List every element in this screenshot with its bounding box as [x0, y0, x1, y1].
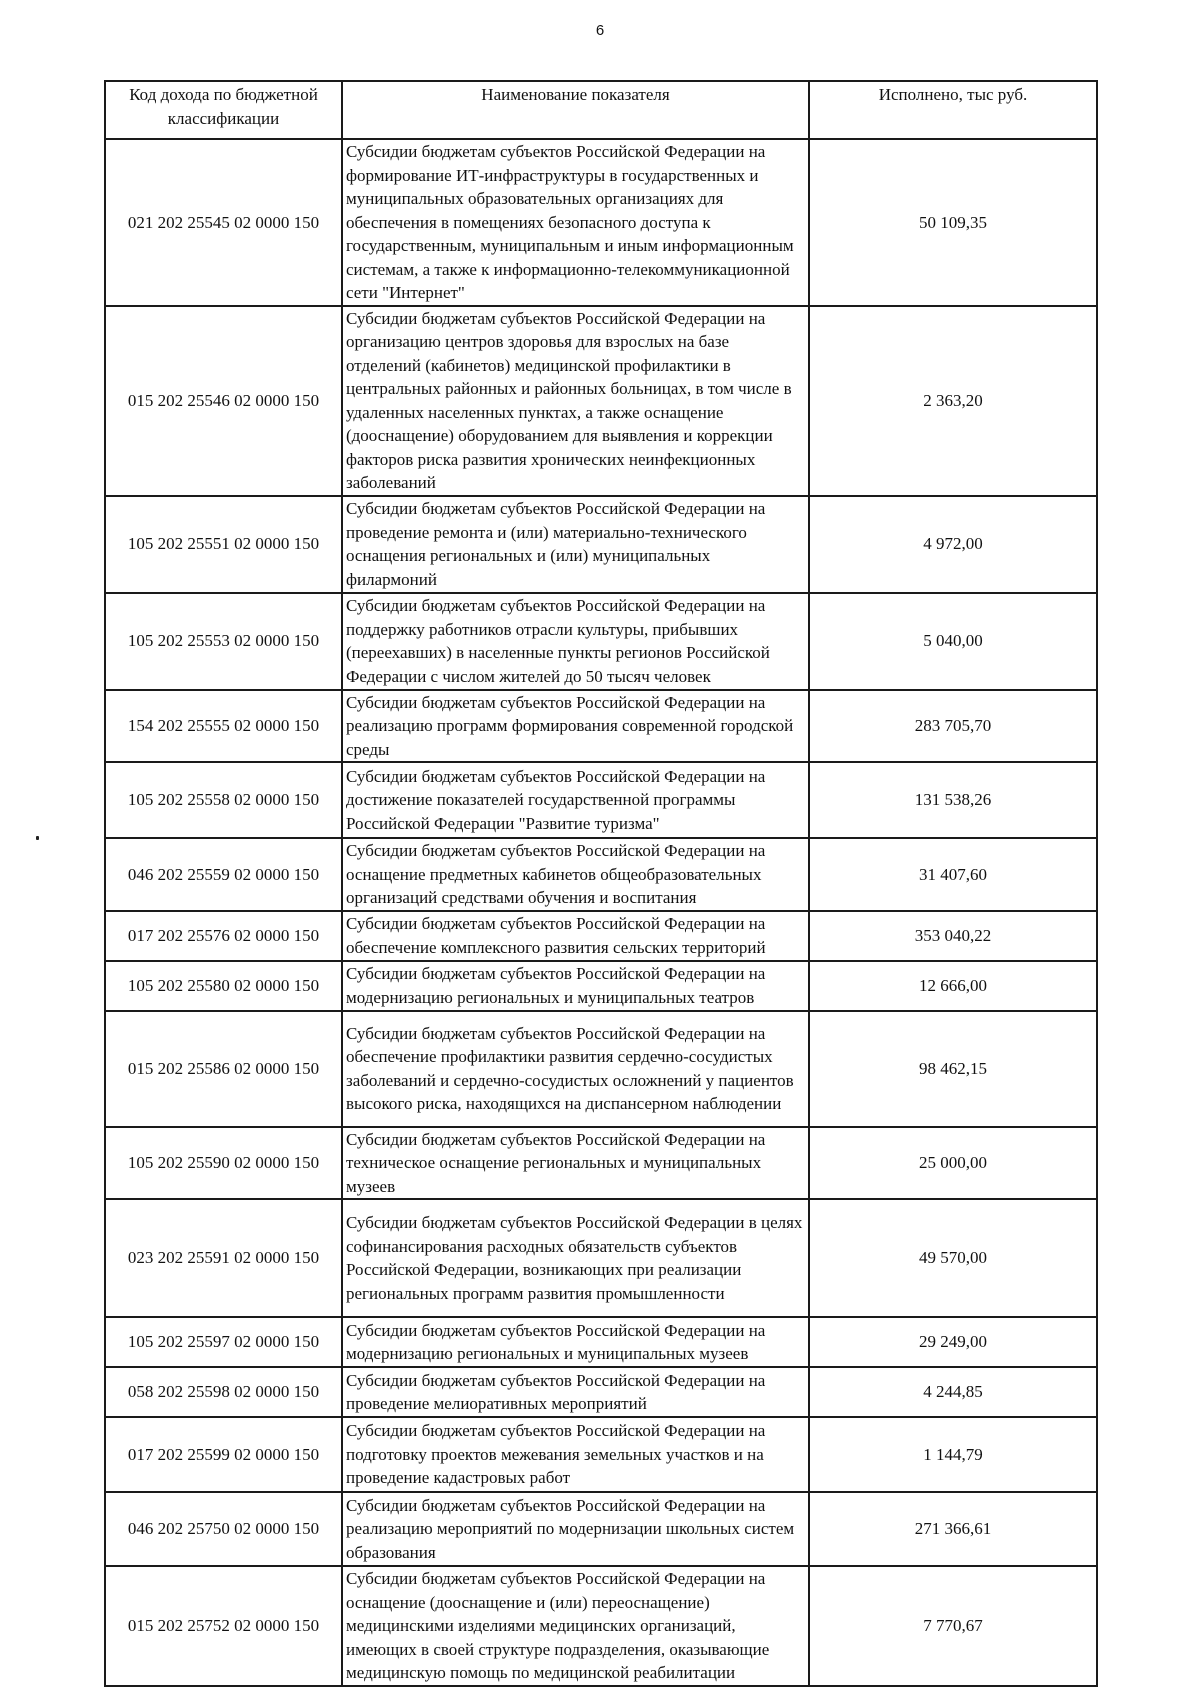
indicator-name-cell: Субсидии бюджетам субъектов Российской Федерации на оснащение предметных кабинетов общеобразовательных организаций средствами обучения и воспитания: [342, 838, 809, 911]
executed-amount-cell: 271 366,61: [809, 1492, 1097, 1566]
table-header-row: [105, 81, 1097, 139]
table-row: [105, 1566, 1097, 1686]
executed-amount-cell: 12 666,00: [809, 961, 1097, 1011]
income-code-cell: 015 202 25546 02 0000 150: [105, 306, 342, 496]
scan-artifact-dot: [36, 836, 39, 840]
indicator-name-cell: Субсидии бюджетам субъектов Российской Федерации на модернизацию региональных и муниципальных театров: [342, 961, 809, 1011]
table-row: [105, 496, 1097, 593]
income-code-cell: 017 202 25576 02 0000 150: [105, 911, 342, 961]
executed-amount-cell: 353 040,22: [809, 911, 1097, 961]
income-code-cell: 105 202 25558 02 0000 150: [105, 762, 342, 838]
table-row: [105, 1011, 1097, 1127]
income-code-cell: 015 202 25752 02 0000 150: [105, 1566, 342, 1686]
page-number: 6: [595, 22, 605, 39]
table-row: [105, 593, 1097, 690]
table-row: [105, 1199, 1097, 1317]
indicator-name-cell: Субсидии бюджетам субъектов Российской Федерации на проведение ремонта и (или) материально-технического оснащения региональных и (или) муниципальных филармоний: [342, 496, 809, 593]
table-row: [105, 762, 1097, 838]
indicator-name-cell: Субсидии бюджетам субъектов Российской Федерации на подготовку проектов межевания земельных участков и на проведение кадастровых работ: [342, 1417, 809, 1492]
income-code-cell: 046 202 25559 02 0000 150: [105, 838, 342, 911]
executed-amount-cell: 29 249,00: [809, 1317, 1097, 1367]
income-code-cell: 105 202 25551 02 0000 150: [105, 496, 342, 593]
executed-amount-cell: 50 109,35: [809, 139, 1097, 306]
income-code-cell: 021 202 25545 02 0000 150: [105, 139, 342, 306]
income-code-cell: 017 202 25599 02 0000 150: [105, 1417, 342, 1492]
indicator-name-cell: Субсидии бюджетам субъектов Российской Федерации на обеспечение комплексного развития сельских территорий: [342, 911, 809, 961]
header-code: Код дохода по бюджетной классификации: [105, 81, 342, 139]
table-body: [105, 139, 1097, 1686]
indicator-name-cell: Субсидии бюджетам субъектов Российской Федерации на модернизацию региональных и муниципальных музеев: [342, 1317, 809, 1367]
table-row: [105, 1492, 1097, 1566]
executed-amount-cell: 1 144,79: [809, 1417, 1097, 1492]
income-code-cell: 023 202 25591 02 0000 150: [105, 1199, 342, 1317]
indicator-name-cell: Субсидии бюджетам субъектов Российской Федерации на техническое оснащение региональных и муниципальных музеев: [342, 1127, 809, 1200]
table-row: [105, 690, 1097, 763]
income-code-cell: 058 202 25598 02 0000 150: [105, 1367, 342, 1417]
table-row: [105, 1317, 1097, 1367]
indicator-name-cell: Субсидии бюджетам субъектов Российской Федерации на проведение мелиоративных мероприятий: [342, 1367, 809, 1417]
table-row: [105, 1417, 1097, 1492]
indicator-name-cell: Субсидии бюджетам субъектов Российской Федерации на поддержку работников отрасли культуры, прибывших (переехавших) в населенные пункты регионов Российской Федерации с числом жителей до 50 тысяч человек: [342, 593, 809, 690]
executed-amount-cell: 31 407,60: [809, 838, 1097, 911]
income-code-cell: 105 202 25553 02 0000 150: [105, 593, 342, 690]
income-code-cell: 154 202 25555 02 0000 150: [105, 690, 342, 763]
indicator-name-cell: Субсидии бюджетам субъектов Российской Федерации в целях софинансирования расходных обязательств субъектов Российской Федерации, возникающих при реализации региональных программ развития промышленности: [342, 1199, 809, 1317]
executed-amount-cell: 4 244,85: [809, 1367, 1097, 1417]
table-row: [105, 1127, 1097, 1200]
budget-income-table: [104, 80, 1098, 1687]
income-code-cell: 105 202 25597 02 0000 150: [105, 1317, 342, 1367]
executed-amount-cell: 283 705,70: [809, 690, 1097, 763]
executed-amount-cell: 49 570,00: [809, 1199, 1097, 1317]
executed-amount-cell: 25 000,00: [809, 1127, 1097, 1200]
indicator-name-cell: Субсидии бюджетам субъектов Российской Федерации на организацию центров здоровья для взрослых на базе отделений (кабинетов) медицинской профилактики в центральных районных и районных больницах, в том числе в удаленных населенных пунктах, а также оснащение (дооснащение) оборудованием для выявления и коррекции факторов риска развития хронических неинфекционных заболеваний: [342, 306, 809, 496]
executed-amount-cell: 2 363,20: [809, 306, 1097, 496]
table-row: [105, 838, 1097, 911]
indicator-name-cell: Субсидии бюджетам субъектов Российской Федерации на реализацию программ формирования современной городской среды: [342, 690, 809, 763]
indicator-name-cell: Субсидии бюджетам субъектов Российской Федерации на достижение показателей государственной программы Российской Федерации "Развитие туризма": [342, 762, 809, 838]
executed-amount-cell: 131 538,26: [809, 762, 1097, 838]
table-row: [105, 1367, 1097, 1417]
income-code-cell: 105 202 25580 02 0000 150: [105, 961, 342, 1011]
indicator-name-cell: Субсидии бюджетам субъектов Российской Федерации на обеспечение профилактики развития сердечно-сосудистых заболеваний и сердечно-сосудистых осложнений у пациентов высокого риска, находящихся на диспансерном наблюдении: [342, 1011, 809, 1127]
income-code-cell: 046 202 25750 02 0000 150: [105, 1492, 342, 1566]
header-name: Наименование показателя: [342, 81, 809, 139]
income-code-cell: 105 202 25590 02 0000 150: [105, 1127, 342, 1200]
indicator-name-cell: Субсидии бюджетам субъектов Российской Федерации на формирование ИТ-инфраструктуры в государственных и муниципальных образовательных организациях для обеспечения в помещениях безопасного доступа к государственным, муниципальным и иным информационным системам, а также к информационно-телекоммуникационной сети "Интернет": [342, 139, 809, 306]
executed-amount-cell: 5 040,00: [809, 593, 1097, 690]
income-code-cell: 015 202 25586 02 0000 150: [105, 1011, 342, 1127]
table-row: [105, 961, 1097, 1011]
executed-amount-cell: 4 972,00: [809, 496, 1097, 593]
table-row: [105, 306, 1097, 496]
executed-amount-cell: 7 770,67: [809, 1566, 1097, 1686]
table-row: [105, 139, 1097, 306]
executed-amount-cell: 98 462,15: [809, 1011, 1097, 1127]
indicator-name-cell: Субсидии бюджетам субъектов Российской Федерации на оснащение (дооснащение и (или) переоснащение) медицинскими изделиями медицинских организаций, имеющих в своей структуре подразделения, оказывающие медицинскую помощь по медицинской реабилитации: [342, 1566, 809, 1686]
indicator-name-cell: Субсидии бюджетам субъектов Российской Федерации на реализацию мероприятий по модернизации школьных систем образования: [342, 1492, 809, 1566]
table-row: [105, 911, 1097, 961]
header-value: Исполнено, тыс руб.: [809, 81, 1097, 139]
